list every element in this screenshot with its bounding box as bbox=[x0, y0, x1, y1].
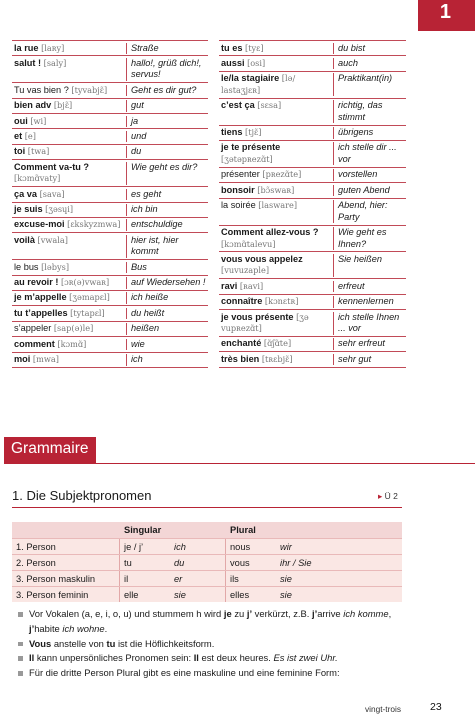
vocab-word: c’est ça bbox=[221, 100, 255, 111]
vocab-german: richtig, das stimmt bbox=[338, 100, 383, 122]
pronoun-table-cell: wir bbox=[280, 542, 292, 552]
vocab-word: la rue bbox=[14, 42, 39, 53]
pronoun-table-cell: ihr / Sie bbox=[280, 558, 312, 568]
note-text: ist die Höflichkeitsform. bbox=[115, 637, 215, 649]
vocab-word: très bien bbox=[221, 353, 260, 364]
pronoun-table-cell: sie bbox=[280, 574, 292, 584]
vocab-phonetic: [sava] bbox=[39, 188, 65, 199]
chapter-tab bbox=[418, 0, 475, 30]
note-text: tu bbox=[106, 637, 116, 649]
chapter-rule bbox=[418, 30, 475, 31]
vocab-german: Geht es dir gut? bbox=[131, 84, 197, 95]
note-text: ich komme bbox=[343, 608, 389, 619]
note-text: j’ bbox=[311, 608, 318, 619]
section-rule bbox=[12, 507, 402, 508]
vocab-word: bien adv bbox=[14, 100, 52, 111]
vocab-french-cell bbox=[12, 85, 127, 97]
vocab-row bbox=[12, 291, 208, 306]
pronoun-table-cell: du bbox=[170, 555, 226, 570]
vocab-german: heißen bbox=[131, 323, 160, 334]
vocab-word: voilà bbox=[14, 234, 35, 245]
vocab-row bbox=[219, 99, 406, 126]
vocab-word: au revoir ! bbox=[14, 277, 59, 288]
vocab-row bbox=[12, 276, 208, 291]
vocab-phonetic: [ʒətəpʀezɑ̃t] bbox=[221, 153, 273, 164]
header-cell bbox=[170, 522, 226, 538]
vocab-german: hier ist, hier kommt bbox=[131, 234, 179, 257]
vocab-word: toi bbox=[14, 146, 26, 157]
vocab-phonetic: [sɛsa] bbox=[257, 100, 282, 111]
vocab-french-cell bbox=[219, 169, 334, 181]
vocab-phonetic: [vuvuzaple] bbox=[221, 265, 270, 276]
pronoun-table bbox=[12, 522, 402, 602]
vocab-phonetic: [wi] bbox=[30, 115, 47, 126]
pronoun-table-cell: 1. Person bbox=[12, 539, 120, 554]
pronoun-table-cell: sie bbox=[280, 590, 292, 600]
arrow-icon: ▸ bbox=[378, 491, 383, 501]
vocab-word: je te présente bbox=[221, 142, 281, 153]
vocab-word: Comment allez-vous ? bbox=[221, 227, 319, 238]
vocab-row bbox=[219, 310, 406, 337]
pronoun-table-row bbox=[12, 586, 402, 602]
vocab-french-cell bbox=[219, 100, 334, 123]
vocab-word: et bbox=[14, 130, 23, 141]
vocab-french-cell bbox=[12, 43, 127, 55]
pronoun-table-body bbox=[12, 538, 402, 602]
note-text: j’ bbox=[29, 622, 35, 634]
vocab-word: tu t’appelles bbox=[14, 307, 68, 318]
vocab-phonetic: [saly] bbox=[43, 57, 67, 68]
vocab-row bbox=[219, 337, 406, 352]
vocab-phonetic: [ləbys] bbox=[41, 261, 70, 272]
vocab-german: wie bbox=[131, 338, 145, 349]
vocab-word: excuse-moi bbox=[14, 219, 65, 230]
vocab-german: Wie geht es dir? bbox=[131, 161, 198, 172]
vocab-row bbox=[219, 40, 406, 56]
vocab-phonetic: [ʒəmapɛl] bbox=[69, 292, 110, 303]
vocab-french-cell bbox=[12, 308, 127, 320]
vocab-word: Tu vas bien ? bbox=[14, 84, 69, 95]
vocab-french-cell bbox=[219, 338, 334, 350]
grammar-notes bbox=[18, 607, 408, 681]
vocab-german: du bist bbox=[338, 42, 366, 53]
vocab-phonetic: [tjɛ̃] bbox=[245, 127, 262, 138]
vocab-german: übrigens bbox=[338, 127, 374, 138]
vocab-row bbox=[219, 141, 406, 168]
note-text: , bbox=[388, 608, 392, 619]
pronoun-table-cell: sie bbox=[170, 587, 226, 602]
vocab-phonetic: [ʒəsɥi] bbox=[45, 204, 74, 215]
vocab-row bbox=[219, 352, 406, 367]
vocab-phonetic: [kɔnɛtʀ] bbox=[264, 296, 299, 307]
vocab-word: enchanté bbox=[221, 338, 262, 349]
vocab-row bbox=[219, 183, 406, 198]
vocab-french-cell bbox=[219, 200, 334, 223]
vocab-french-cell bbox=[219, 73, 334, 96]
vocab-phonetic: [tʀɛbjɛ̃] bbox=[261, 353, 293, 364]
vocab-row bbox=[219, 199, 406, 226]
chapter-number: 1 bbox=[439, 1, 451, 23]
vocab-french-cell bbox=[12, 292, 127, 304]
vocab-row bbox=[12, 203, 208, 218]
note-text: Vor Vokalen (a, e, i, o, u) und stummem h wird bbox=[29, 608, 224, 619]
vocab-french-cell bbox=[219, 227, 334, 250]
vocab-word: ça va bbox=[14, 188, 37, 199]
vocab-word: oui bbox=[14, 115, 28, 126]
vocab-french-cell bbox=[12, 100, 127, 112]
vocab-row bbox=[12, 56, 208, 83]
vocab-row bbox=[12, 114, 208, 129]
vocab-row bbox=[12, 40, 208, 56]
vocab-german: Straße bbox=[131, 42, 159, 53]
vocab-german: ich heiße bbox=[131, 292, 169, 303]
note-text: zu bbox=[231, 608, 247, 619]
vocab-phonetic: [bɔ̃swaʀ] bbox=[257, 184, 295, 195]
vocab-french-cell bbox=[12, 235, 127, 258]
vocab-phonetic: [laʀy] bbox=[41, 42, 65, 53]
vocab-word: le/la stagiaire bbox=[221, 73, 280, 84]
vocab-phonetic: [lasware] bbox=[258, 200, 298, 211]
vocab-word: moi bbox=[14, 354, 31, 365]
vocab-row bbox=[12, 160, 208, 187]
vocab-german: ich stelle Ihnen ... vor bbox=[338, 311, 400, 334]
vocab-french-cell bbox=[12, 339, 127, 351]
vocab-german: entschuldige bbox=[131, 219, 183, 230]
pronoun-table-cell: 3. Person feminin bbox=[12, 587, 120, 602]
pronoun-table-cell: ils bbox=[230, 574, 239, 584]
note-text: Il bbox=[193, 652, 199, 664]
vocab-phonetic: [bjɛ̃] bbox=[53, 100, 73, 111]
header-cell bbox=[276, 522, 402, 538]
vocab-row bbox=[12, 337, 208, 352]
vocab-word: le bus bbox=[14, 261, 39, 272]
note-text: verkürzt, z.B. bbox=[252, 608, 312, 619]
vocab-phonetic: [ɔʀ(ə)vwaʀ] bbox=[60, 277, 110, 288]
vocab-french-cell bbox=[12, 189, 127, 201]
vocab-row bbox=[12, 353, 208, 368]
vocab-row bbox=[219, 168, 406, 183]
pronoun-table-cell: elle bbox=[124, 590, 139, 600]
note-text: Es ist zwei Uhr. bbox=[273, 652, 338, 664]
vocab-row bbox=[219, 279, 406, 294]
vocab-french-cell bbox=[219, 127, 334, 139]
vocab-german: sehr erfreut bbox=[338, 338, 385, 349]
note-text: habite bbox=[34, 622, 63, 634]
vocab-row bbox=[219, 252, 406, 279]
vocab-phonetic: [ɛkskyzmwa] bbox=[67, 219, 121, 230]
vocab-phonetic: [sap(ə)le] bbox=[53, 323, 94, 334]
pronoun-table-cell: 3. Person maskulin bbox=[12, 571, 120, 586]
vocab-row bbox=[12, 322, 208, 337]
pronoun-table-cell: 2. Person bbox=[12, 555, 120, 570]
vocab-german: kennenlernen bbox=[338, 296, 394, 307]
vocab-french-cell bbox=[12, 262, 127, 274]
page-number-word: vingt-trois bbox=[365, 704, 401, 714]
vocab-phonetic: [ʒə vupʀezɑ̃t] bbox=[221, 311, 309, 334]
vocab-german: ich stelle dir ... vor bbox=[338, 142, 397, 164]
vocab-german: Wie geht es Ihnen? bbox=[338, 227, 387, 249]
vocab-german: guten Abend bbox=[338, 184, 390, 195]
page-number: 23 bbox=[430, 701, 442, 713]
vocab-french-cell bbox=[12, 116, 127, 128]
vocab-row bbox=[12, 187, 208, 202]
vocab-word: comment bbox=[14, 338, 55, 349]
pronoun-table-cell: je / j’ bbox=[124, 542, 144, 552]
vocab-word: tu es bbox=[221, 42, 243, 53]
note-text: Il bbox=[29, 652, 35, 664]
vocab-word: tiens bbox=[221, 127, 243, 138]
vocab-german: ja bbox=[131, 115, 139, 126]
vocab-phonetic: [kɔmɑ̃talevu] bbox=[221, 238, 276, 249]
vocab-phonetic: [vwala] bbox=[37, 234, 68, 245]
vocab-german: auf Wiedersehen ! bbox=[131, 277, 206, 288]
vocab-word: aussi bbox=[221, 57, 245, 68]
vocab-french-cell bbox=[12, 277, 127, 289]
vocab-row bbox=[12, 260, 208, 275]
vocab-french-cell bbox=[12, 219, 127, 231]
note-text: kann unpersönliches Pronomen sein: bbox=[34, 652, 194, 664]
vocab-german: Sie heißen bbox=[338, 253, 382, 264]
vocab-german: vorstellen bbox=[338, 169, 378, 180]
note-text: Für die dritte Person Plural gibt es eine maskuline und eine feminine Form: bbox=[29, 667, 340, 679]
vocab-row bbox=[219, 126, 406, 141]
pronoun-table-row bbox=[12, 538, 402, 554]
vocab-german: gut bbox=[131, 100, 144, 111]
vocab-french-cell bbox=[12, 204, 127, 216]
vocab-french-cell bbox=[12, 146, 127, 158]
vocab-french-cell bbox=[219, 354, 334, 366]
vocab-german: und bbox=[131, 130, 147, 141]
vocab-german: ich bin bbox=[131, 204, 158, 215]
grammar-heading: Grammaire bbox=[4, 437, 96, 463]
vocab-word: connaître bbox=[221, 296, 263, 307]
vocab-row bbox=[219, 56, 406, 71]
note-text: est deux heures. bbox=[198, 652, 274, 664]
pronoun-table-cell: il bbox=[124, 574, 129, 584]
vocab-row bbox=[12, 83, 208, 98]
grammar-rule bbox=[4, 463, 475, 464]
vocab-phonetic: [kɔmɑ̃] bbox=[57, 338, 87, 349]
vocab-french-cell bbox=[12, 323, 127, 335]
note-text: ich wohne bbox=[62, 622, 105, 634]
vocab-row bbox=[219, 226, 406, 253]
vocab-word: Comment va-tu ? bbox=[14, 161, 90, 172]
section-title: 1. Die Subjektpronomen bbox=[12, 488, 152, 503]
vocab-phonetic: [kɔmɑ̃vaty] bbox=[14, 173, 61, 184]
vocab-german: Abend, hier: Party bbox=[338, 200, 388, 222]
vocab-french-cell bbox=[12, 162, 127, 185]
vocab-word: présenter bbox=[221, 169, 260, 180]
vocab-row bbox=[12, 145, 208, 160]
vocab-german: auch bbox=[338, 57, 358, 68]
vocab-word: ravi bbox=[221, 280, 238, 291]
vocab-french-cell bbox=[219, 281, 334, 293]
note-text: arrive bbox=[317, 608, 344, 619]
vocab-german: Praktikant(in) bbox=[338, 73, 393, 84]
vocab-row bbox=[219, 295, 406, 310]
note-text: je bbox=[223, 608, 232, 619]
vocab-french-cell bbox=[12, 354, 127, 366]
vocab-french-cell bbox=[219, 58, 334, 70]
note-text: anstelle von bbox=[51, 637, 107, 649]
vocab-phonetic: [e] bbox=[24, 130, 36, 141]
vocab-phonetic: [pʀezɑ̃te] bbox=[262, 169, 302, 180]
header-singular: Singular bbox=[124, 525, 162, 535]
vocab-french-cell bbox=[219, 312, 334, 335]
vocab-word: vous vous appelez bbox=[221, 253, 303, 264]
vocab-phonetic: [ʀavi] bbox=[239, 280, 264, 291]
vocab-french-cell bbox=[12, 58, 127, 81]
vocab-row bbox=[12, 233, 208, 260]
vocab-french-cell bbox=[219, 185, 334, 197]
grammar-note bbox=[18, 666, 408, 681]
vocab-row bbox=[12, 218, 208, 233]
pronoun-table-row bbox=[12, 554, 402, 570]
vocab-french-cell bbox=[219, 296, 334, 308]
vocab-french-cell bbox=[219, 254, 334, 277]
grammar-note bbox=[18, 637, 408, 652]
vocab-german: sehr gut bbox=[338, 353, 372, 364]
vocab-phonetic: [lə/ lastaʒjɛʀ] bbox=[221, 73, 296, 95]
pronoun-table-cell: elles bbox=[230, 590, 250, 600]
vocab-german: erfreut bbox=[338, 280, 365, 291]
header-cell bbox=[12, 522, 120, 538]
note-text: j’ bbox=[246, 608, 253, 619]
vocab-word: je suis bbox=[14, 204, 43, 215]
vocab-german: du heißt bbox=[131, 307, 165, 318]
pronoun-table-cell: vous bbox=[230, 558, 250, 568]
vocab-german: es geht bbox=[131, 188, 162, 199]
vocab-phonetic: [mwa] bbox=[32, 354, 59, 365]
vocab-phonetic: [osi] bbox=[247, 57, 266, 68]
vocab-word: je vous présente bbox=[221, 311, 294, 322]
grammar-note bbox=[18, 651, 408, 666]
vocab-list-right bbox=[219, 40, 406, 368]
pronoun-table-cell: ich bbox=[170, 539, 226, 554]
header-plural: Plural bbox=[230, 525, 256, 535]
vocab-german: hallo!, grüß dich!, servus! bbox=[131, 57, 202, 80]
pronoun-table-header bbox=[12, 522, 402, 538]
vocab-phonetic: [tytapɛl] bbox=[70, 307, 105, 318]
vocab-phonetic: [ɑ̃ʃɑ̃te] bbox=[263, 338, 292, 349]
exercise-reference[interactable] bbox=[378, 491, 398, 502]
vocab-phonetic: [tyvabjɛ̃] bbox=[71, 84, 108, 95]
vocab-word: je m’appelle bbox=[14, 292, 67, 303]
vocab-list-left bbox=[12, 40, 208, 368]
note-text: . bbox=[104, 622, 108, 634]
vocab-word: la soirée bbox=[221, 200, 256, 211]
vocab-french-cell bbox=[219, 142, 334, 165]
vocab-word: bonsoir bbox=[221, 184, 255, 195]
vocab-german: Bus bbox=[131, 261, 147, 272]
pronoun-table-cell: er bbox=[170, 571, 226, 586]
pronoun-table-cell: nous bbox=[230, 542, 251, 552]
note-text: Vous bbox=[29, 637, 52, 649]
vocab-german: du bbox=[131, 146, 142, 157]
exercise-reference-label: Ü 2 bbox=[384, 491, 398, 501]
vocab-row bbox=[12, 129, 208, 144]
vocab-word: salut ! bbox=[14, 57, 42, 68]
vocab-french-cell bbox=[219, 43, 334, 55]
vocab-german: ich bbox=[131, 354, 143, 365]
vocab-phonetic: [tyɛ] bbox=[245, 42, 264, 53]
vocab-french-cell bbox=[12, 131, 127, 143]
pronoun-table-cell: tu bbox=[124, 558, 132, 568]
pronoun-table-row bbox=[12, 570, 402, 586]
vocab-row bbox=[12, 99, 208, 114]
grammar-note bbox=[18, 607, 408, 637]
vocab-row bbox=[219, 72, 406, 99]
vocab-row bbox=[12, 306, 208, 321]
vocab-word: s’appeler bbox=[14, 323, 52, 334]
vocab-phonetic: [twa] bbox=[27, 146, 50, 157]
